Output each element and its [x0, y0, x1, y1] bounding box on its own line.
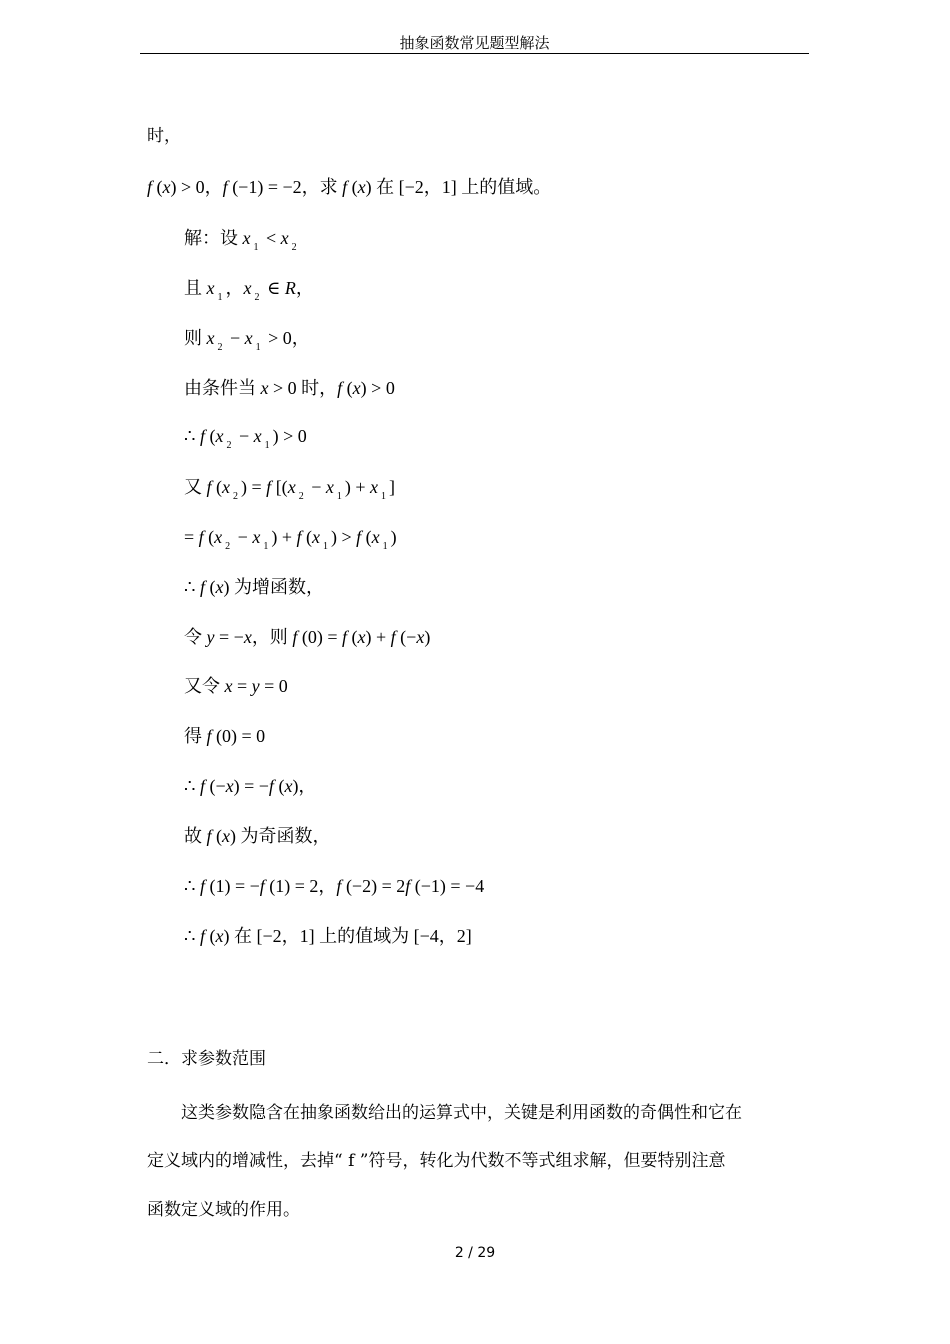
step-7: = f (x $_2$ − x $_1$ ) + f (x $_1$ ) > f (x $_1$ ): [184, 527, 397, 552]
paragraph-line-3: 函数定义域的作用。: [147, 1200, 300, 1220]
step-13: 故 f (x) 为奇函数，: [184, 826, 331, 846]
step-2: 且 x $_1$ ，x $_2$ ∈ R，: [184, 278, 314, 303]
header-rule: [140, 53, 809, 54]
step-5: ∴ f (x $_2$ − x $_1$ ) > 0: [184, 426, 307, 451]
section-heading: 二．求参数范围: [147, 1049, 266, 1069]
step-14: ∴ f (1) = −f (1) = 2，f (−2) = 2f (−1) = −4: [184, 876, 485, 896]
running-header: 抽象函数常见题型解法: [399, 34, 550, 52]
step-8: ∴ f (x) 为增函数，: [184, 577, 324, 597]
text-line-2: f (x) > 0，f (−1) = −2，求 f (x) 在 [−2，1] 上的值域。: [147, 177, 552, 197]
step-6: 又 f (x $_2$ ) = f [(x $_2$ − x $_1$ ) + x $_1$ ]: [184, 477, 395, 502]
step-12: ∴ f (−x) = −f (x)，: [184, 776, 317, 796]
step-4: 由条件当 x > 0 时，f (x) > 0: [184, 378, 395, 398]
page-number: 2 / 29: [454, 1245, 496, 1261]
step-9: 令 y = −x，则 f (0) = f (x) + f (−x): [184, 627, 431, 647]
step-3: 则 x $_2$ − x $_1$ > 0，: [184, 328, 310, 353]
paragraph-line-1: 这类参数隐含在抽象函数给出的运算式中，关键是利用函数的奇偶性和它在: [181, 1103, 742, 1123]
paragraph-line-2: 定义域内的增减性，去掉“ f ”符号，转化为代数不等式组求解，但要特别注意: [147, 1151, 726, 1171]
text-line-1: 时，: [147, 126, 181, 146]
step-1: 解：设 x $_1$ < x $_2$: [184, 228, 297, 253]
step-10: 又令 x = y = 0: [184, 676, 288, 696]
step-11: 得 f (0) = 0: [184, 726, 266, 746]
step-15: ∴ f (x) 在 [−2，1] 上的值域为 [−4，2]: [184, 926, 472, 946]
